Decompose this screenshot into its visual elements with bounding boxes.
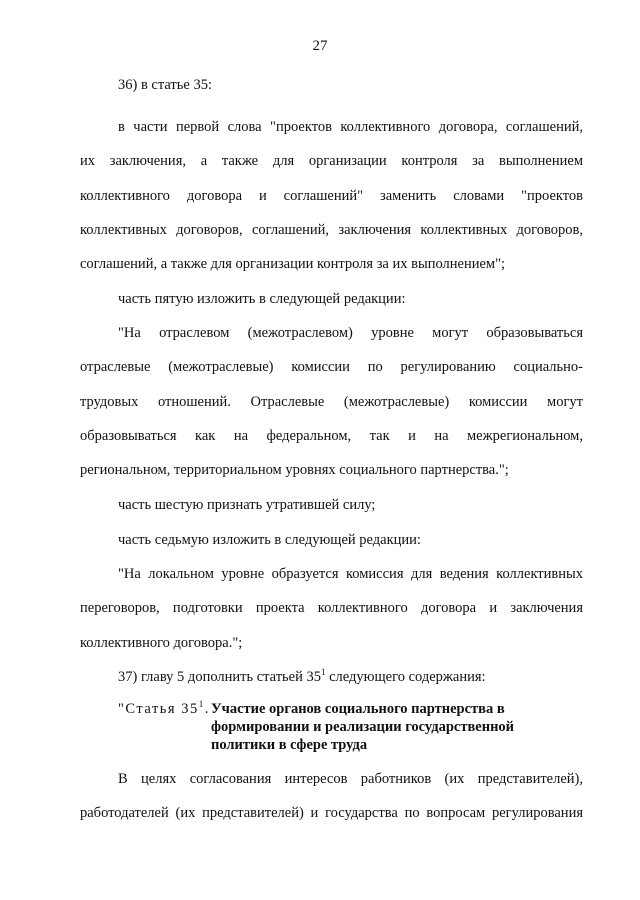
text-line: В целях согласования интересов работников (их представителей), <box>118 771 583 787</box>
text-line: соглашений, а также для организации контроля за их выполнением"; <box>80 256 506 272</box>
page-number: 27 <box>312 38 328 54</box>
text-line: коллективного договора и соглашений" заменить словами "проектов <box>80 188 583 204</box>
text-line: их заключения, а также для организации контроля за выполнением <box>80 153 583 169</box>
superscript: 1 <box>198 699 205 710</box>
text-line: работодателей (их представителей) и государства по вопросам регулирования <box>80 805 583 821</box>
text-line: часть седьмую изложить в следующей редакции: <box>118 532 421 548</box>
text-line: "На локальном уровне образуется комиссия для ведения коллективных <box>118 566 583 582</box>
text-line: коллективных договоров, соглашений, заключения коллективных договоров, <box>80 222 583 238</box>
text-line: региональном, территориальном уровнях социального партнерства."; <box>80 462 509 478</box>
text-line: переговоров, подготовки проекта коллективного договора и заключения <box>80 600 583 616</box>
text-line: "На отраслевом (межотраслевом) уровне могут образовываться <box>118 325 583 341</box>
article-title-line: формировании и реализации государственной <box>211 719 515 735</box>
text-line: 37) главу 5 дополнить статьей 35 <box>118 669 321 685</box>
text-line: часть пятую изложить в следующей редакции: <box>118 291 406 307</box>
superscript: 1 <box>321 667 326 678</box>
paragraph-37 <box>118 668 583 686</box>
article-title-line: Участие органов социального партнерства в <box>211 701 505 717</box>
text-line: коллективного договора."; <box>80 635 243 651</box>
text-line: часть шестую признать утратившей силу; <box>118 497 376 513</box>
text-line: отраслевые (межотраслевые) комиссии по регулированию социально- <box>80 359 583 375</box>
text-line: в части первой слова "проектов коллективного договора, соглашений, <box>118 119 583 135</box>
text-line: трудовых отношений. Отраслевые (межотраслевые) комиссии могут <box>80 394 583 410</box>
text-line: следующего содержания: <box>325 669 486 685</box>
article-title <box>211 700 571 754</box>
paragraph-36: 36) в статье 35: <box>118 77 212 93</box>
text-line: образовываться как на федеральном, так и на межрегиональном, <box>80 428 583 444</box>
article-title-line: политики в сфере труда <box>211 737 368 753</box>
article-label: "Статья $35^1$. <box>118 699 210 717</box>
